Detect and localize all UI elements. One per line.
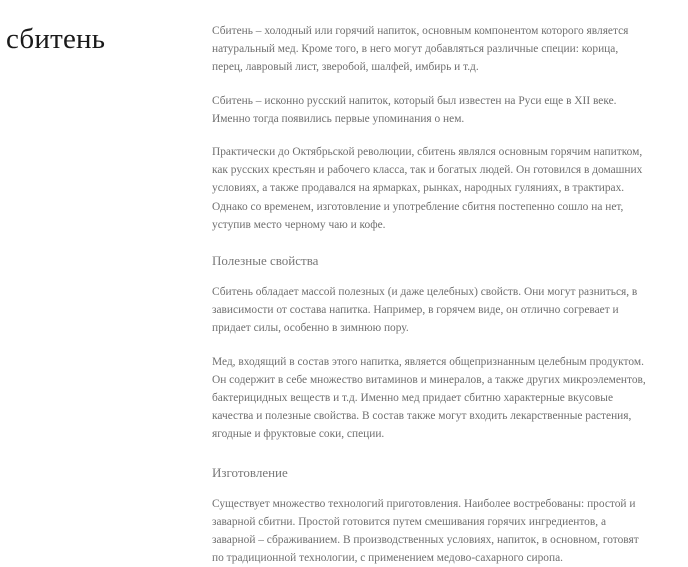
paragraph: Мед, входящий в состав этого напитка, является общепризнанным целебным продуктом. Он содержит в себе множество витаминов и минералов, а также других микроэлементов, бактерицидных веществ и т.д. Именно мед придает сбитню характерные вкусовые качества и полезные свойства. В состав также могут входить лекарственные растения, ягодные и фруктовые соки, специи. bbox=[212, 355, 646, 441]
paragraph: Сбитень обладает массой полезных (и даже целебных) свойств. Они могут разниться, в зависимости от состава напитка. Например, в горячем виде, он отлично согревает и придает силы, особенно в зимнюю пору. bbox=[212, 286, 638, 335]
paragraph: Сбитень – исконно русский напиток, который был известен на Руси еще в XII веке. Именно тогда появились первые упоминания о нем. bbox=[212, 94, 617, 125]
page-title: сбитень bbox=[6, 23, 106, 55]
section-heading-production: Изготовление bbox=[212, 464, 288, 480]
content-column bbox=[212, 22, 650, 567]
paragraph: Существует множество технологий приготовления. Наиболее востребованы: простой и заварной сбитни. Простой готовится путем смешивания горячих ингредиентов, а заварной – сбраживанием. В производственных условиях, напиток, в основном, готовят по традиционной технологии, с применением медово-сахарного сиропа. bbox=[212, 497, 639, 565]
paragraph: Сбитень – холодный или горячий напиток, основным компонентом которого является натуральный мед. Кроме того, в него могут добавляться различные специи: корица, перец, лавровый лист, зверобой, шалфей, имбирь и т.д. bbox=[212, 25, 629, 74]
title-column bbox=[0, 22, 212, 56]
section-heading-benefits: Полезные свойства bbox=[212, 253, 319, 269]
paragraph: Практически до Октябрьской революции, сбитень являлся основным горячим напитком, как русских крестьян и рабочего класса, так и богатых людей. Он готовился в домашних условиях, а также продавался на ярмарках, рынках, народных гуляниях, в трактирах. Однако со временем, изготовление и употребление сбитня постепенно сошло на нет, уступив место черному чаю и кофе. bbox=[212, 146, 643, 231]
